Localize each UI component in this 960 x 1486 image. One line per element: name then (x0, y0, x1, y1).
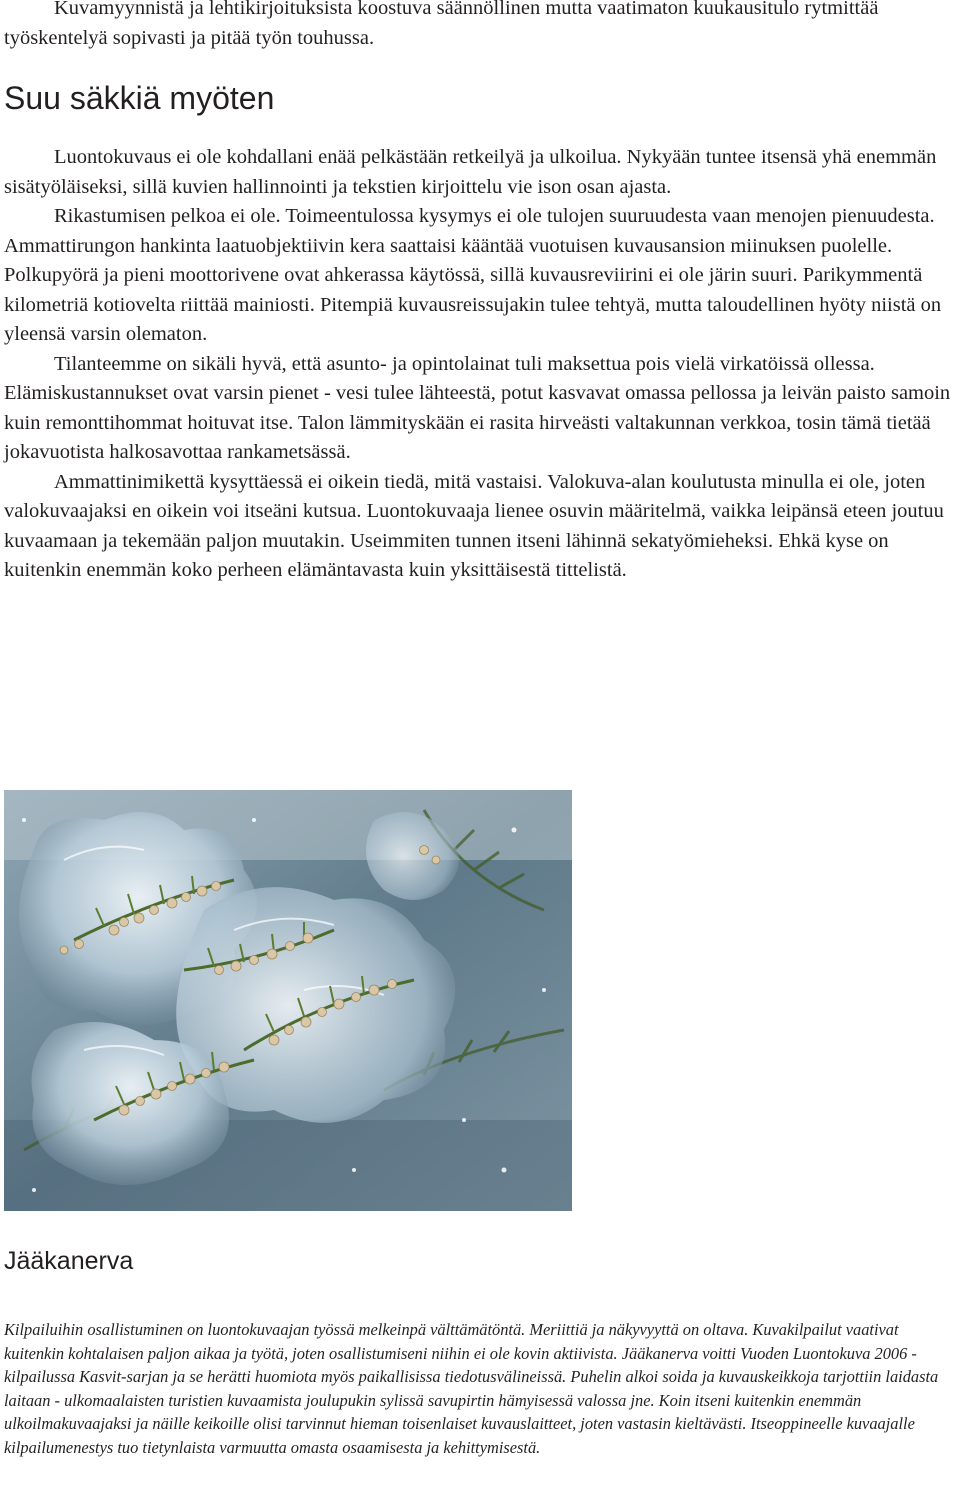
ice-heather-photo (4, 790, 572, 1211)
article-body (4, 0, 956, 586)
caption-title: Jääkanerva (4, 1247, 134, 1275)
paragraph-4: Ammattinimikettä kysyttäessä ei oikein tiedä, mitä vastaisi. Valokuva-alan koulutusta minulla ei ole, joten valokuvaajaksi en oikein voi itseäni kutsua. Luontokuvaaja lienee osuvin määritelmä, vaikka leipänsä eteen joutuu kuvaamaan ja tekemään paljon muutakin. Useimmiten tunnen itseni lähinnä sekatyömieheksi. Ehkä kyse on kuitenkin enemmän koko perheen elämäntavasta kuin yksittäisestä tittelistä. (4, 470, 944, 581)
ice-heather-illustration (4, 790, 572, 1211)
paragraph-3: Tilanteemme on sikäli hyvä, että asunto- ja opintolainat tuli maksettua pois vielä virkatöissä ollessa. Elämiskustannukset ovat varsin pienet - vesi tulee lähteestä, potut kasvavat omassa pellossa ja leivän paisto samoin kuin remonttihommat hoituvat itse. Talon lämmityskään ei rasita hirveästi valtakunnan verkkoa, tosin tämä tietää jokavuotista halkosavottaa rankametsässä. (4, 352, 951, 463)
caption-text (4, 1318, 958, 1459)
intro-paragraph: Kuvamyynnistä ja lehtikirjoituksista koostuva säännöllinen mutta vaatimaton kuukausitulo rytmittää työskentelyä sopivasti ja pitää työn touhussa. (4, 0, 879, 49)
paragraph-2: Rikastumisen pelkoa ei ole. Toimeentulossa kysymys ei ole tulojen suuruudesta vaan menojen pienuudesta. Ammattirungon hankinta laatuobjektiivin kera saattaisi kääntää vuotuisen kuvausansion miinuksen puolelle. Polkupyörä ja pieni moottorivene ovat ahkerassa käytössä, sillä kuvausreviirini ei ole järin suuri. Parikymmentä kilometriä kotiovelta riittää mainiosti. Pitempiä kuvausreissujakin tulee tehtyä, mutta taloudellinen hyöty niistä on yleensä varsin olematon. (4, 205, 942, 345)
caption-paragraph: Kilpailuihin osallistuminen on luontokuvaajan työssä melkeinpä välttämätöntä. Meriittiä ja näkyvyyttä on oltava. Kuvakilpailut vaativat kuitenkin kohtalaisen paljon aikaa ja työtä, joten osallistumiseni niihin ei ole kovin aktiivista. Jääkanerva voitti Vuoden Luontokuva 2006 -kilpailussa Kasvit-sarjan ja se herätti huomiota myös paikallisissa tiedotusvälineissä. Puhelin alkoi soida ja kuvauskeikkoja tarjottiin laidasta laitaan - ulkomaalaisten turistien kuvaamista joulupukin sylissä savupirtin hämyisessä valossa jne. Koin itseni kuitenkin enemmän ulkoilmakuvaajaksi ja näille keikoille olisi tarvinnut hieman toisenlaiset kuvauslaitteet, joten vastasin kieltävästi. Itseoppineelle kuvaajalle kilpailumenestys tuo tietynlaista varmuutta omasta osaamisesta ja kehittymisestä. (4, 1320, 939, 1457)
paragraph-1: Luontokuvaus ei ole kohdallani enää pelkästään retkeilyä ja ulkoilua. Nykyään tuntee itsensä yhä enemmän sisätyöläiseksi, sillä kuvien hallinnointi ja tekstien kirjoittelu vie ison osan ajasta. (4, 146, 937, 198)
section-heading: Suu säkkiä myöten (4, 80, 275, 116)
